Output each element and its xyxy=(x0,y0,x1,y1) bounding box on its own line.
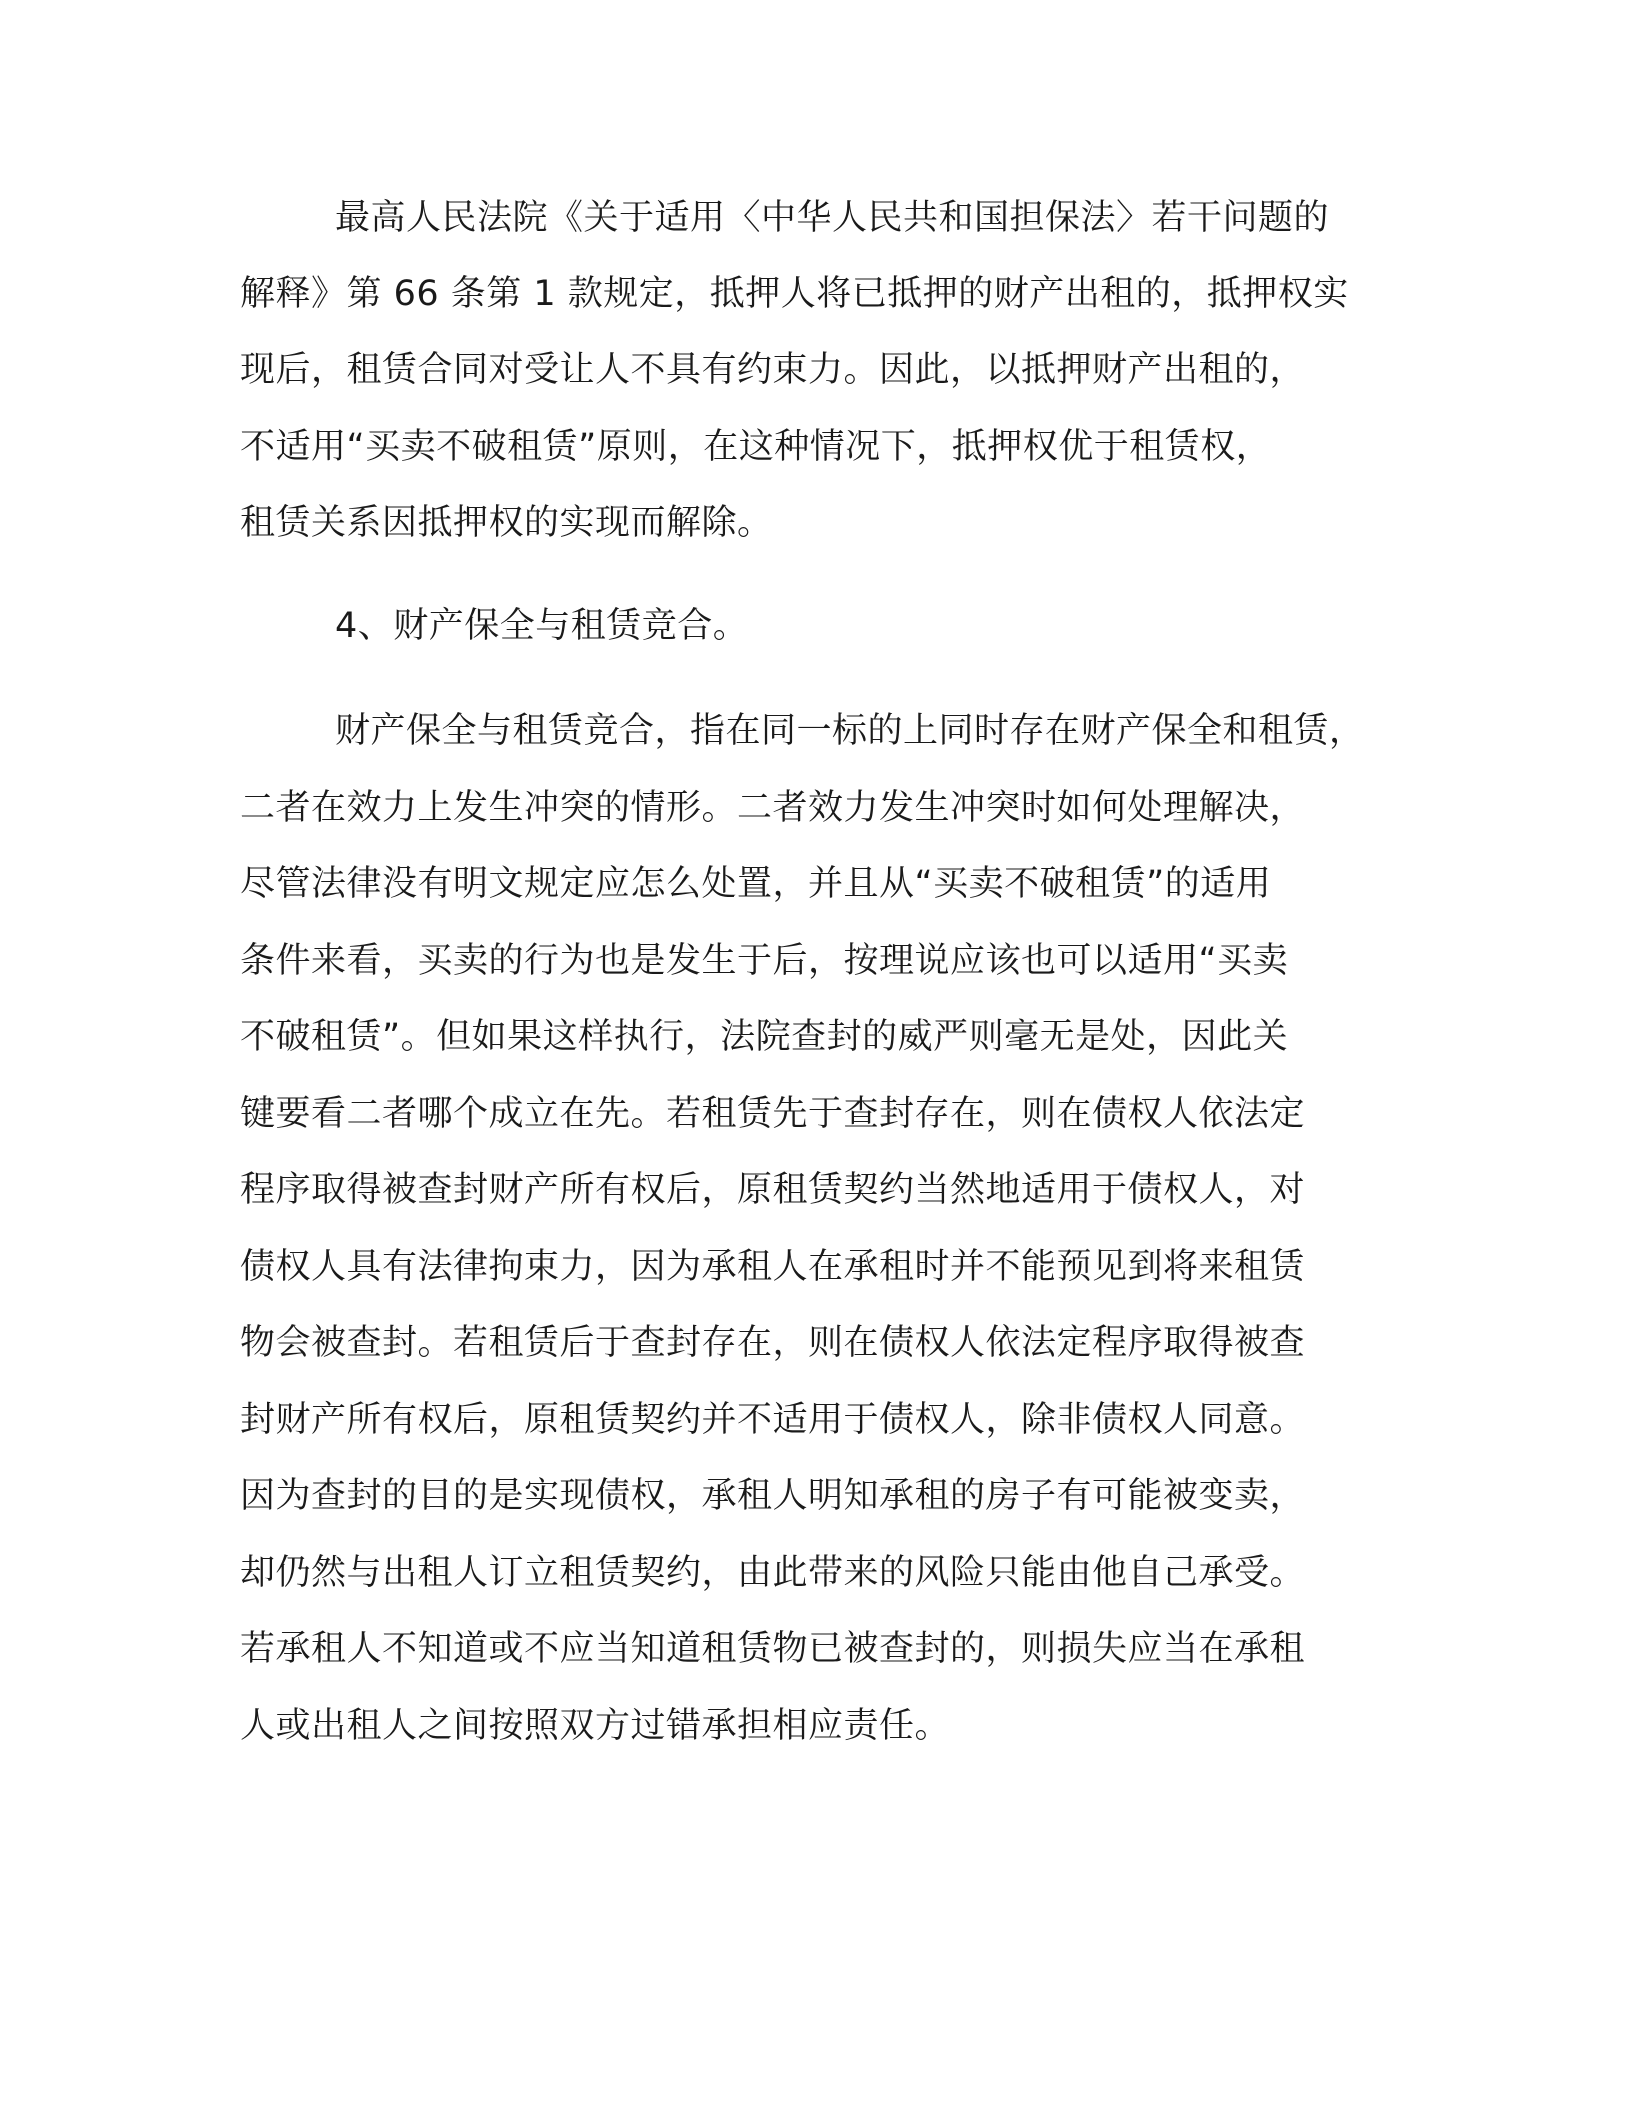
paragraph-2-line-9: 物会被查封。若租赁后于查封存在，则在债权人依法定程序取得被查 xyxy=(240,1323,1306,1363)
paragraph-2-line-1: 财产保全与租赁竞合，指在同一标的上同时存在财产保全和租赁， xyxy=(335,711,1365,751)
paragraph-2-line-2: 二者在效力上发生冲突的情形。二者效力发生冲突时如何处理解决， xyxy=(240,788,1306,828)
paragraph-2-line-8: 债权人具有法律拘束力，因为承租人在承租时并不能预见到将来租赁 xyxy=(240,1247,1306,1287)
paragraph-1-line-2: 解释》第 66 条第 1 款规定，抵押人将已抵押的财产出租的，抵押权实 xyxy=(240,274,1349,314)
paragraph-2-line-5: 不破租赁”。但如果这样执行，法院查封的威严则毫无是处，因此关 xyxy=(240,1017,1289,1057)
paragraph-2-line-10: 封财产所有权后，原租赁契约并不适用于债权人，除非债权人同意。 xyxy=(240,1400,1306,1440)
paragraph-2-line-6: 键要看二者哪个成立在先。若租赁先于查封存在，则在债权人依法定 xyxy=(240,1094,1306,1134)
section-heading-4: 4、财产保全与租赁竞合。 xyxy=(335,606,749,646)
paragraph-1-line-4: 不适用“买卖不破租赁”原则，在这种情况下，抵押权优于租赁权， xyxy=(240,427,1272,467)
paragraph-2-line-13: 若承租人不知道或不应当知道租赁物已被查封的，则损失应当在承租 xyxy=(240,1629,1306,1669)
paragraph-2-line-11: 因为查封的目的是实现债权，承租人明知承租的房子有可能被变卖， xyxy=(240,1476,1306,1516)
paragraph-2-line-12: 却仍然与出租人订立租赁契约，由此带来的风险只能由他自己承受。 xyxy=(240,1553,1306,1593)
paragraph-1-line-5: 租赁关系因抵押权的实现而解除。 xyxy=(240,503,773,543)
paragraph-2-line-3: 尽管法律没有明文规定应怎么处置，并且从“买卖不破租赁”的适用 xyxy=(240,864,1272,904)
paragraph-2-line-4: 条件来看，买卖的行为也是发生于后，按理说应该也可以适用“买卖 xyxy=(240,941,1289,981)
paragraph-2-line-14: 人或出租人之间按照双方过错承担相应责任。 xyxy=(240,1706,951,1746)
paragraph-1-line-3: 现后，租赁合同对受让人不具有约束力。因此，以抵押财产出租的， xyxy=(240,350,1306,390)
paragraph-1-line-1: 最高人民法院《关于适用〈中华人民共和国担保法〉若干问题的 xyxy=(335,198,1330,238)
paragraph-2-line-7: 程序取得被查封财产所有权后，原租赁契约当然地适用于债权人，对 xyxy=(240,1170,1306,1210)
